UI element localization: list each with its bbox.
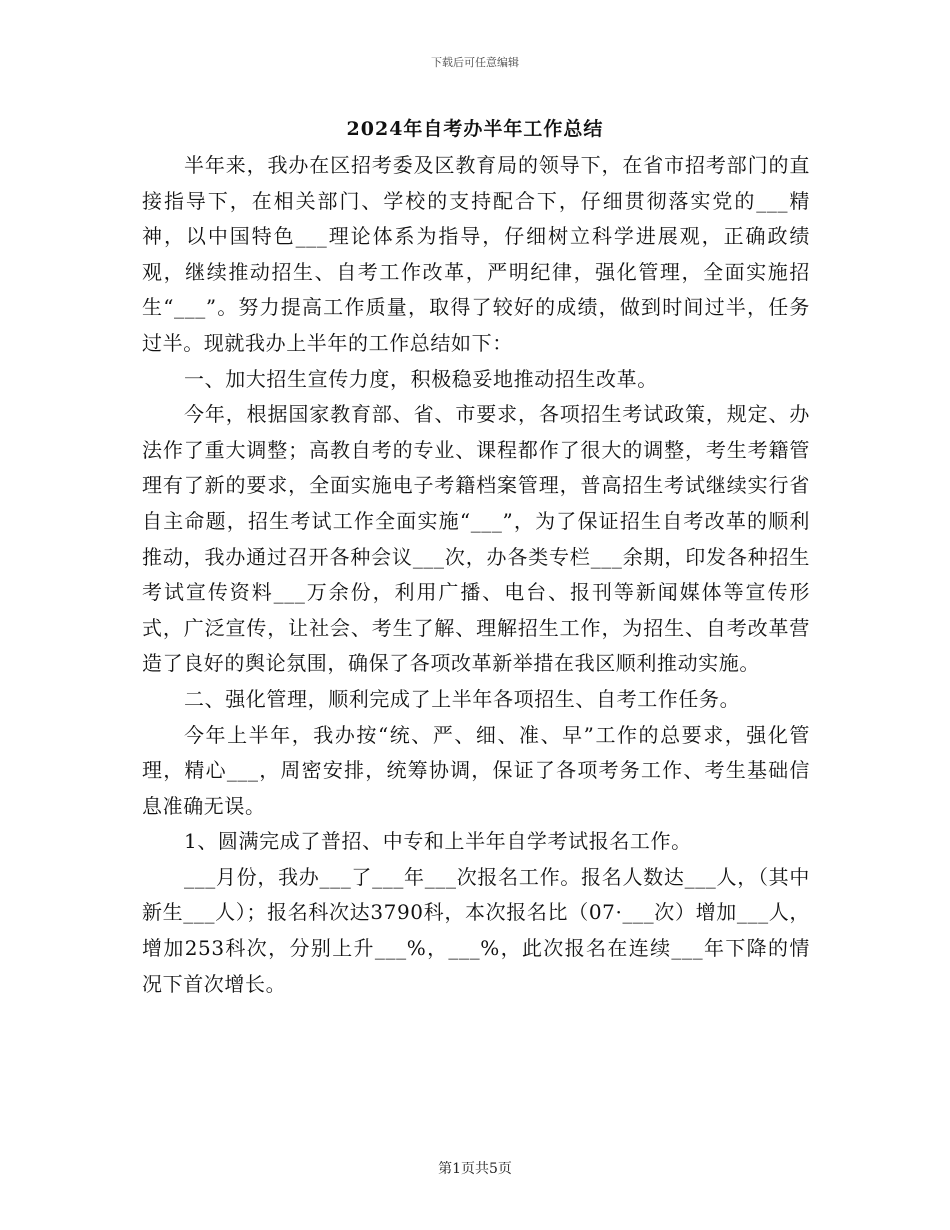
document-body <box>142 148 810 1002</box>
paragraph-management: 今年上半年，我办按“统、严、细、准、早”工作的总要求，强化管理，精心___，周密安排，统筹协调，保证了各项考务工作、考生基础信息准确无误。 <box>142 722 810 818</box>
section-heading-2: 二、强化管理，顺利完成了上半年各项招生、自考工作任务。 <box>184 686 741 711</box>
paragraph-intro: 半年来，我办在区招考委及区教育局的领导下，在省市招考部门的直接指导下，在相关部门、学校的支持配合下，仔细贯彻落实党的___精神，以中国特色___理论体系为指导，仔细树立科学进展观，正确政绩观，继续推动招生、自考工作改革，严明纪律，强化管理，全面实施招生“___”。努力提高工作质量，取得了较好的成绩，做到时间过半，任务过半。现就我办上半年的工作总结如下： <box>142 153 810 355</box>
section-heading-1: 一、加大招生宣传力度，积极稳妥地推动招生改革。 <box>184 366 658 391</box>
page-header: 下载后可任意编辑 <box>431 56 519 69</box>
page-footer: 第1页共5页 <box>438 1161 512 1177</box>
subsection-heading-1: 1、圆满完成了普招、中专和上半年自学考试报名工作。 <box>184 829 692 854</box>
paragraph-registration: ___月份，我办___了___年___次报名工作。报名人数达___人，（其中新生___人）；报名科次达3790科，本次报名比（07·___次）增加___人，增加253科次，分别上升___%，___%，此次报名在连续___年下降的情况下首次增长。 <box>142 864 810 996</box>
document-title: 2024年自考办半年工作总结 <box>346 118 604 140</box>
paragraph-publicity: 今年，根据国家教育部、省、市要求，各项招生考试政策，规定、办法作了重大调整；高教自考的专业、课程都作了很大的调整，考生考籍管理有了新的要求，全面实施电子考籍档案管理，普高招生考试继续实行省自主命题，招生考试工作全面实施“___”，为了保证招生自考改革的顺利推动，我办通过召开各种会议___次，办各类专栏___余期，印发各种招生考试宣传资料___万余份，利用广播、电台、报刊等新闻媒体等宣传形式，广泛宣传，让社会、考生了解、理解招生工作，为招生、自考改革营造了良好的舆论氛围，确保了各项改革新举措在我区顺利推动实施。 <box>142 402 810 676</box>
